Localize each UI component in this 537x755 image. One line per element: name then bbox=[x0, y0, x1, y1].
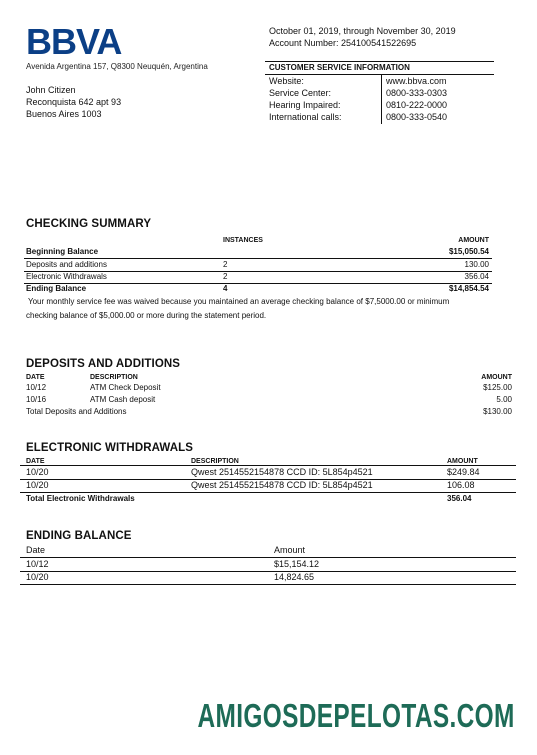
col-header: Date bbox=[26, 545, 46, 555]
deposit-date: 10/12 bbox=[26, 383, 47, 392]
service-top-rule bbox=[265, 61, 494, 62]
summary-label: Deposits and additions bbox=[26, 260, 107, 269]
account-number: Account Number: 254100541522695 bbox=[269, 38, 417, 48]
withdrawal-amount: 106.08 bbox=[447, 480, 475, 490]
withdrawal-date: 10/20 bbox=[26, 480, 49, 490]
bbva-logo bbox=[26, 24, 136, 58]
service-title-rule bbox=[265, 74, 494, 75]
col-header: Amount bbox=[274, 545, 306, 555]
deposit-description: ATM Check Deposit bbox=[90, 383, 161, 392]
service-phone: 0800-333-0303 bbox=[386, 88, 448, 98]
svg-text:BBVA: BBVA bbox=[26, 24, 122, 58]
fee-note: checking balance of $5,000.00 or more during the statement period. bbox=[26, 311, 267, 320]
col-header: DATE bbox=[26, 374, 45, 381]
row-rule bbox=[20, 584, 516, 585]
summary-instances: 4 bbox=[223, 284, 228, 293]
deposit-amount: 5.00 bbox=[496, 395, 512, 404]
summary-label: Beginning Balance bbox=[26, 247, 99, 256]
deposits-heading: DEPOSITS AND ADDITIONS bbox=[26, 358, 181, 370]
row-rule bbox=[24, 258, 492, 259]
summary-label: Ending Balance bbox=[26, 284, 87, 293]
customer-street: Reconquista 642 apt 93 bbox=[26, 97, 122, 107]
service-label: Hearing Impaired: bbox=[269, 100, 341, 110]
deposits-total-amount: $130.00 bbox=[483, 407, 512, 416]
customer-name: John Citizen bbox=[26, 85, 76, 95]
service-label: Service Center: bbox=[269, 88, 332, 98]
col-header: AMOUNT bbox=[481, 374, 512, 381]
deposits-total-label: Total Deposits and Additions bbox=[26, 407, 127, 416]
withdrawals-heading: ELECTRONIC WITHDRAWALS bbox=[26, 442, 194, 454]
summary-instances: 2 bbox=[223, 260, 228, 269]
customer-city: Buenos Aires 1003 bbox=[26, 109, 102, 119]
service-website[interactable]: www.bbva.com bbox=[386, 76, 447, 86]
service-label: Website: bbox=[269, 76, 304, 86]
row-rule bbox=[20, 557, 516, 558]
row-rule bbox=[20, 571, 516, 572]
bank-address: Avenida Argentina 157, Q8300 Neuquén, Argentina bbox=[26, 62, 208, 71]
withdrawal-description: Qwest 2514552154878 CCD ID: 5L854p4521 bbox=[191, 467, 373, 477]
col-header: AMOUNT bbox=[458, 237, 489, 244]
deposit-description: ATM Cash deposit bbox=[90, 395, 156, 404]
ending-amount: 14,824.65 bbox=[274, 572, 315, 582]
deposit-date: 10/16 bbox=[26, 395, 47, 404]
service-label: International calls: bbox=[269, 112, 342, 122]
summary-amount: $15,050.54 bbox=[448, 247, 489, 256]
watermark-text: AMIGOSDEPELOTAS.COM bbox=[197, 697, 515, 734]
col-header: AMOUNT bbox=[447, 458, 478, 465]
withdrawals-total-amount: 356.04 bbox=[447, 494, 472, 503]
ending-amount: $15,154.12 bbox=[274, 559, 320, 569]
row-rule bbox=[20, 465, 516, 466]
withdrawals-total-label: Total Electronic Withdrawals bbox=[26, 494, 135, 503]
col-header: INSTANCES bbox=[223, 237, 263, 244]
fee-note: Your monthly service fee was waived because you maintained an average checking balance of $7,5000.00 or minimum bbox=[28, 297, 450, 306]
col-header: DESCRIPTION bbox=[191, 458, 239, 465]
summary-label: Electronic Withdrawals bbox=[26, 272, 107, 281]
summary-instances: 2 bbox=[223, 272, 228, 281]
checking-summary-heading: CHECKING SUMMARY bbox=[26, 218, 152, 230]
row-rule bbox=[20, 492, 516, 493]
deposit-amount: $125.00 bbox=[483, 383, 512, 392]
ending-date: 10/20 bbox=[26, 572, 49, 582]
statement-period: October 01, 2019, through November 30, 2019 bbox=[269, 26, 456, 36]
ending-balance-heading: ENDING BALANCE bbox=[26, 530, 132, 542]
withdrawal-amount: $249.84 bbox=[447, 467, 480, 477]
ending-date: 10/12 bbox=[26, 559, 49, 569]
service-phone: 0800-333-0540 bbox=[386, 112, 448, 122]
withdrawal-date: 10/20 bbox=[26, 467, 49, 477]
col-header: DESCRIPTION bbox=[90, 374, 138, 381]
summary-amount: $14,854.54 bbox=[448, 284, 489, 293]
service-phone: 0810-222-0000 bbox=[386, 100, 448, 110]
summary-amount: 356.04 bbox=[464, 272, 489, 281]
withdrawal-description: Qwest 2514552154878 CCD ID: 5L854p4521 bbox=[191, 480, 373, 490]
service-title: CUSTOMER SERVICE INFORMATION bbox=[269, 63, 410, 72]
col-header: DATE bbox=[26, 458, 45, 465]
service-divider bbox=[381, 74, 382, 124]
summary-amount: 130.00 bbox=[464, 260, 489, 269]
